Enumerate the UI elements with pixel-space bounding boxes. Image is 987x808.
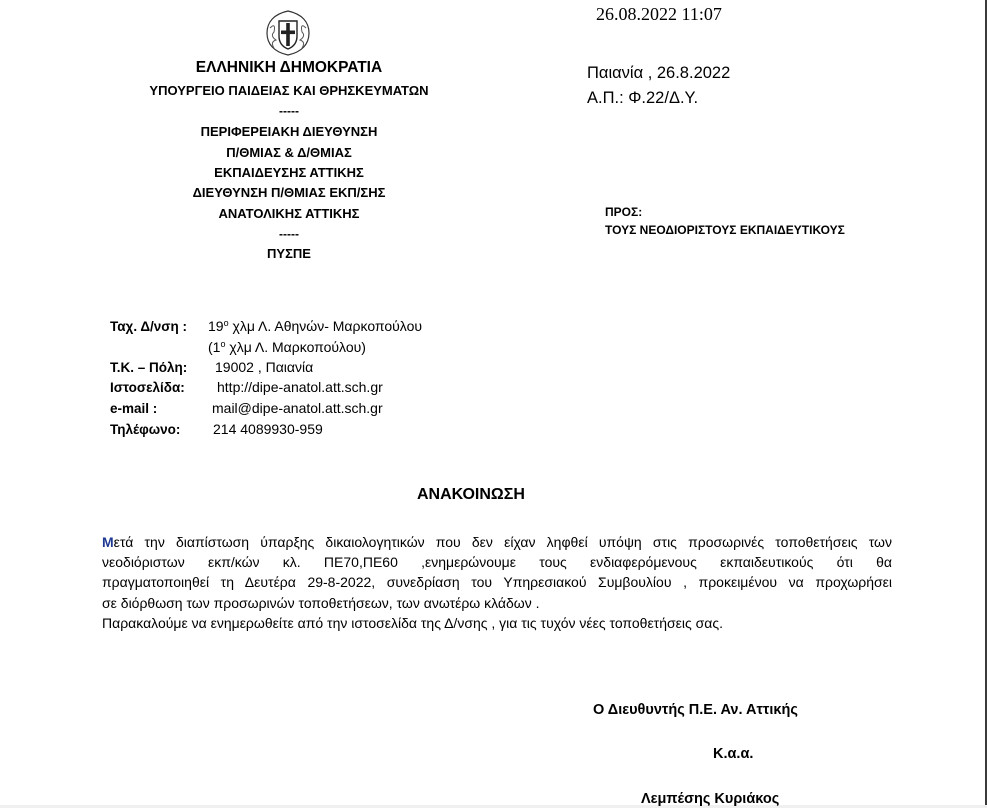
announcement-title: ΑΝΑΚΟΙΝΩΣΗ <box>417 486 525 503</box>
header-separator: ----- <box>279 104 299 118</box>
address-superscript: ο <box>223 318 229 328</box>
address-text-2: χλμ Λ. Μαρκοπούλου) <box>225 339 366 355</box>
header-unit: ΠΥΣΠΕ <box>267 246 311 261</box>
website-label: Ιστοσελίδα: <box>110 380 185 395</box>
address-label: Ταχ. Δ/νση : <box>110 319 188 334</box>
header-directorate-line: ΔΙΕΥΘΥΝΣΗ Π/ΘΜΙΑΣ ΕΚΠ/ΣΗΣ <box>192 185 386 200</box>
postal-value: 19002 , Παιανία <box>215 359 314 375</box>
protocol-number: Α.Π.: Φ.22/Δ.Υ. <box>587 89 699 107</box>
signature-name: Λεμπέσης Κυριάκος <box>641 791 780 807</box>
recipients-value: ΤΟΥΣ ΝΕΟΔΙΟΡΙΣΤΟΥΣ ΕΚΠΑΙΔΕΥΤΙΚΟΥΣ <box>605 223 845 237</box>
signature-kaa: Κ.α.α. <box>713 746 754 762</box>
header-ministry: ΥΠΟΥΡΓΕΙΟ ΠΑΙΔΕΙΑΣ ΚΑΙ ΘΡΗΣΚΕΥΜΑΤΩΝ <box>149 83 429 98</box>
address-text: χλμ Λ. Αθηνών- Μαρκοπούλου <box>228 318 423 334</box>
body-line-4: σε διόρθωση των προσωρινών τοποθετήσεων, των ανωτέρω κλάδων . <box>102 594 540 611</box>
email-label: e-mail : <box>110 401 158 416</box>
greek-coat-of-arms-icon <box>260 8 316 58</box>
header-directorate-line: Π/ΘΜΙΑΣ & Δ/ΘΜΙΑΣ <box>226 145 352 160</box>
postal-label: Τ.Κ. – Πόλη: <box>110 360 188 375</box>
header-country: ΕΛΛΗΝΙΚΗ ΔΗΜΟΚΡΑΤΙΑ <box>195 59 383 76</box>
address-number: 19 <box>208 318 224 334</box>
protocol-stamp-datetime: 26.08.2022 11:07 <box>596 4 722 24</box>
address-superscript-2: ο <box>220 339 226 349</box>
address-line-1 <box>208 318 422 334</box>
body-line-1 <box>102 532 892 552</box>
announcement-body <box>102 532 892 613</box>
header-directorate-line: ΑΝΑΤΟΛΙΚΗΣ ΑΤΤΙΚΗΣ <box>218 206 360 221</box>
header-separator-2: ----- <box>279 227 299 241</box>
signature-title: Ο Διευθυντής Π.Ε. Αν. Αττικής <box>593 702 798 718</box>
body-line-2: νεοδιόριστων εκπ/κών κλ. ΠΕ70,ΠΕ60 ,ενημερώνουμε τους ενδιαφερόμενους εκπαιδευτικούς ότι θα <box>102 554 892 571</box>
place-date: Παιανία , 26.8.2022 <box>587 64 731 82</box>
address-line-2 <box>208 339 366 355</box>
announcement-paragraph-2: Παρακαλούμε να ενημερωθείτε από την ιστοσελίδα της Δ/νσης , για τις τυχόν νέες τοποθετήσεις σας. <box>102 615 723 631</box>
email-link[interactable]: mail@dipe-anatol.att.sch.gr <box>212 400 383 416</box>
website-link[interactable]: http://dipe-anatol.att.sch.gr <box>217 379 383 395</box>
recipients-label: ΠΡΟΣ: <box>605 205 643 219</box>
header-directorate-line: ΕΚΠΑΙΔΕΥΣΗΣ ΑΤΤΙΚΗΣ <box>214 165 364 180</box>
drop-letter: Μ <box>102 534 114 550</box>
header-directorate-line: ΠΕΡΙΦΕΡΕΙΑΚΗ ΔΙΕΥΘΥΝΣΗ <box>200 124 378 139</box>
phone-label: Τηλέφωνο: <box>110 422 181 437</box>
body-line-1-text: ετά την διαπίστωση ύπαρξης δικαιολογητικών που δεν είχαν ληφθεί υπόψη στις προσωρινές τοποθετήσεις των <box>113 534 892 550</box>
body-line-3: πραγματοποιηθεί τη Δευτέρα 29-8-2022, συνεδρίαση του Υπηρεσιακού Συμβουλίου , προκειμένου να προχωρήσει <box>102 574 892 591</box>
address-number-2: (1 <box>208 339 221 355</box>
phone-value: 214 4089930-959 <box>213 421 323 437</box>
